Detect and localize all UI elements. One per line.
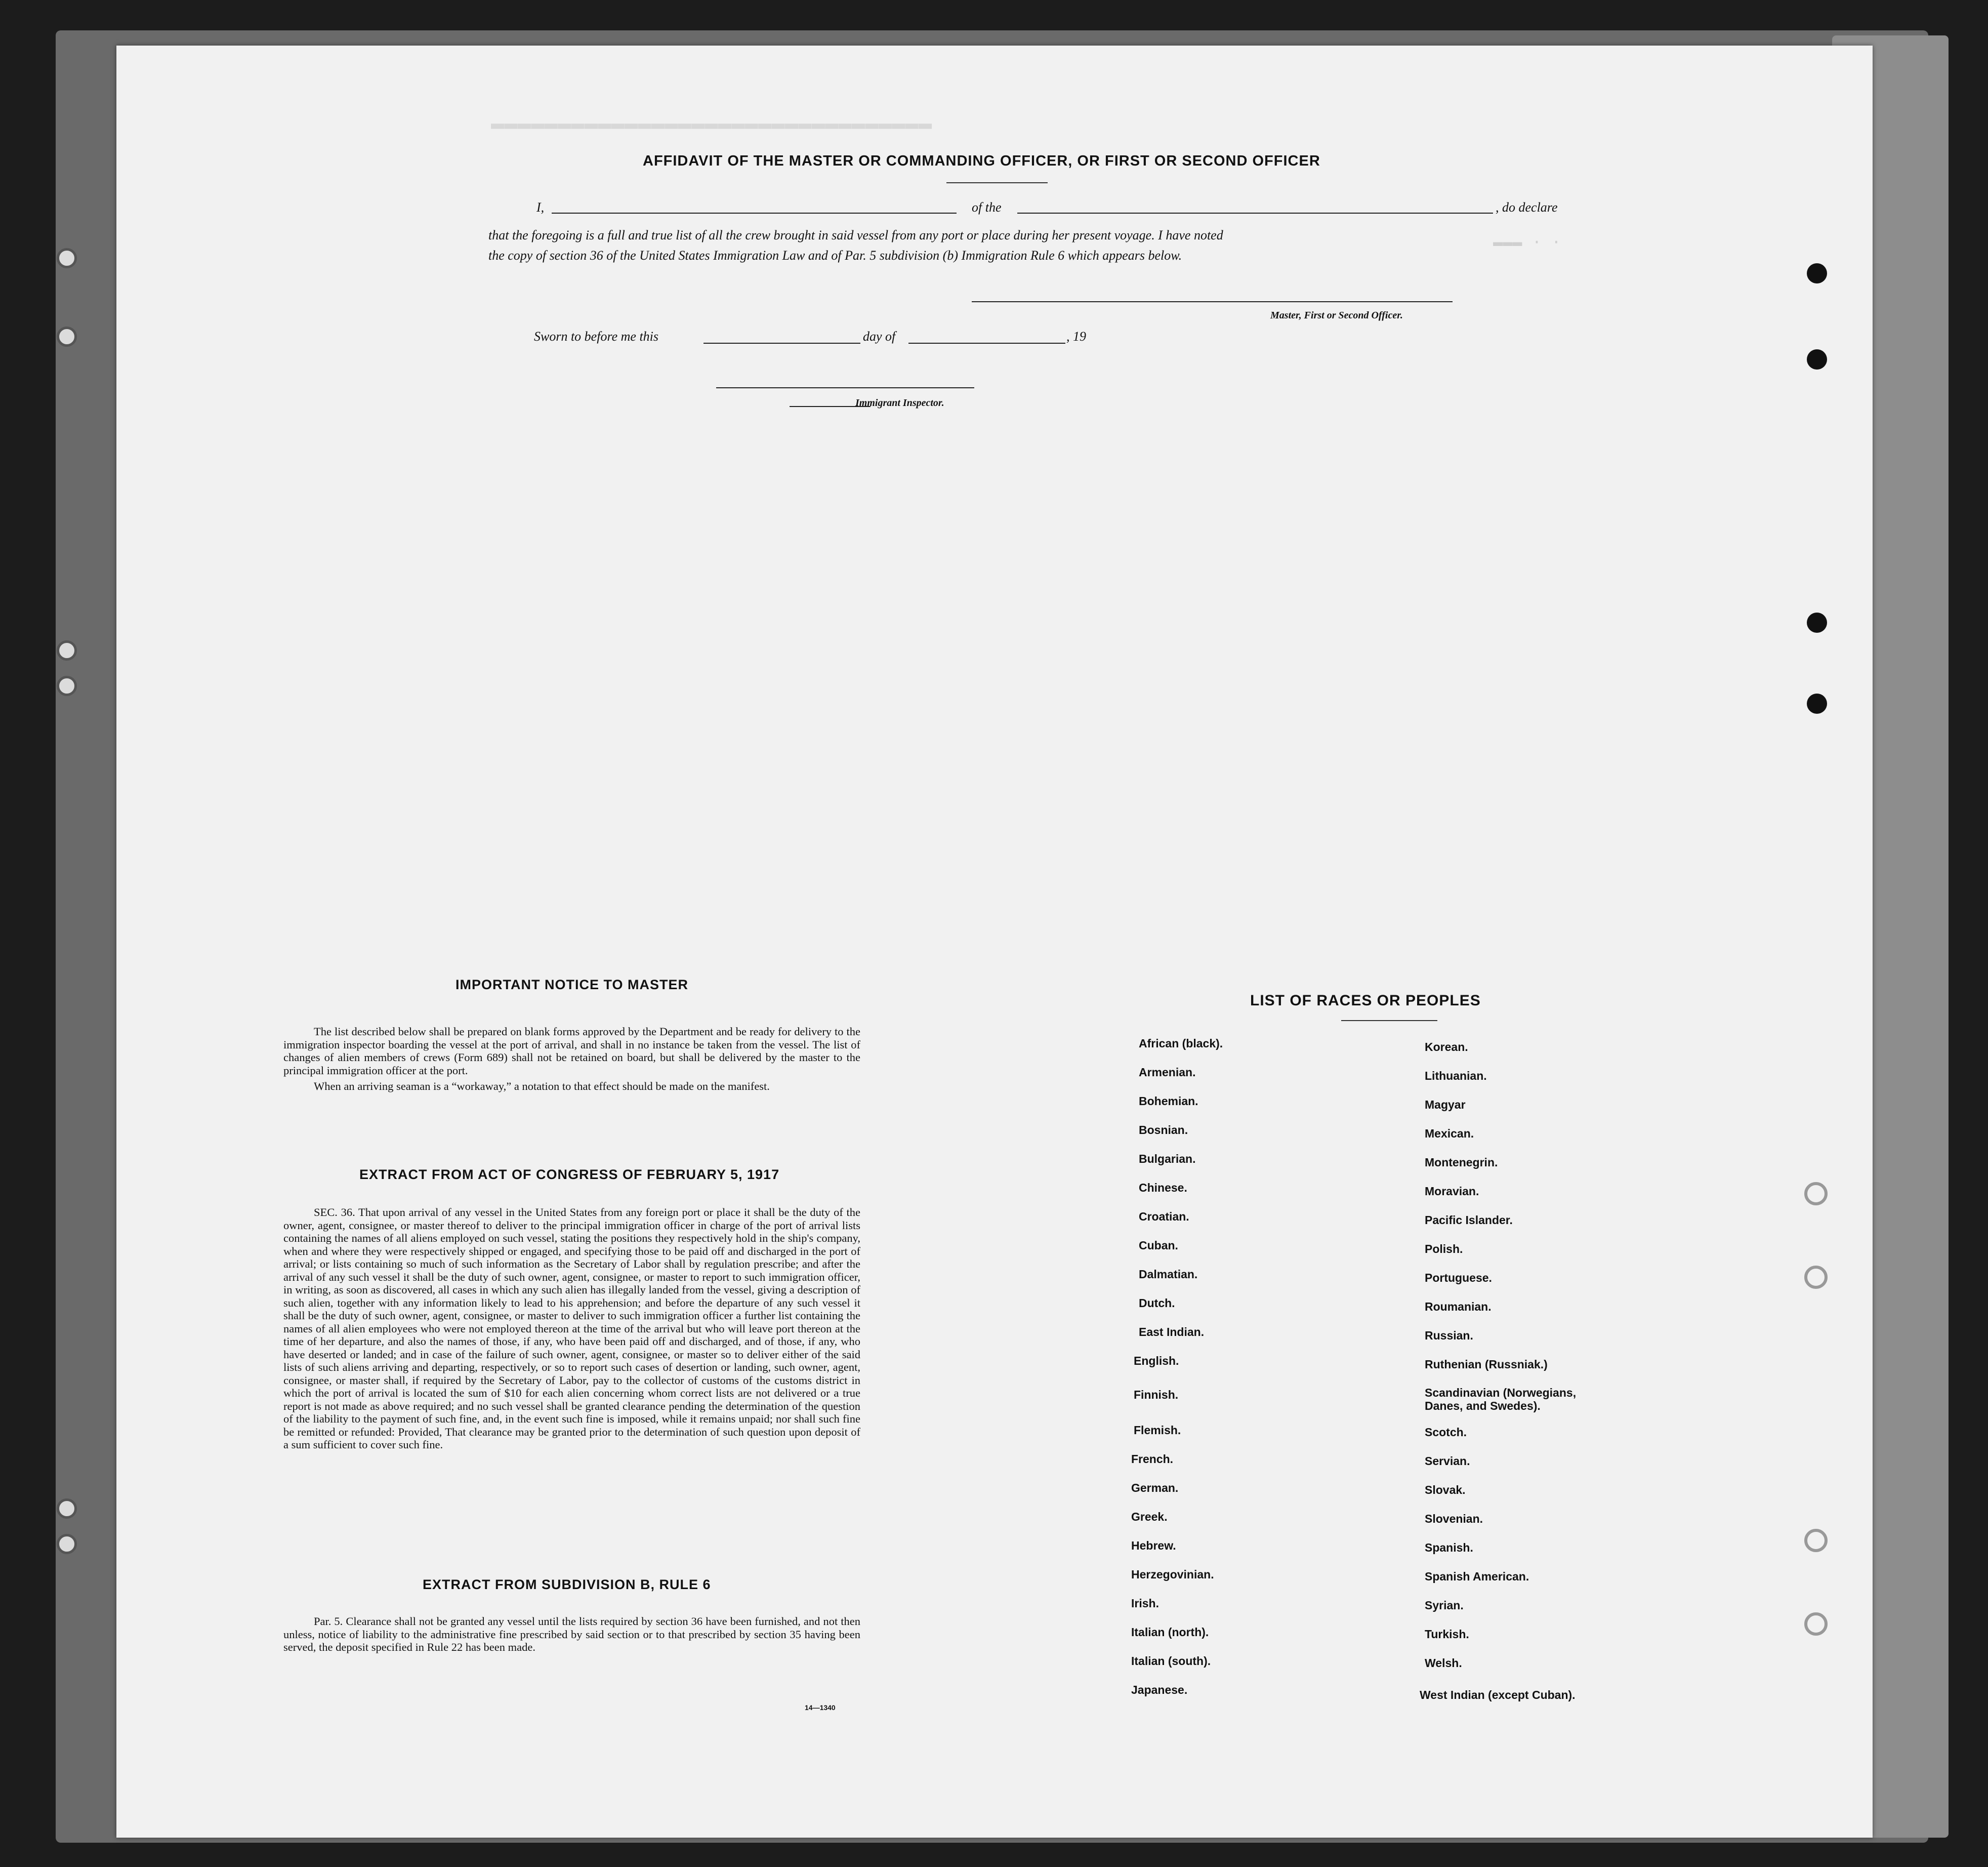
race-item: Magyar bbox=[1425, 1098, 1466, 1111]
races-title: LIST OF RACES OR PEOPLES bbox=[1250, 992, 1481, 1009]
binder-ring bbox=[57, 1534, 77, 1554]
punch-ring bbox=[1804, 1612, 1828, 1636]
race-item: Welsh. bbox=[1425, 1656, 1462, 1670]
race-item: Finnish. bbox=[1134, 1388, 1179, 1401]
race-item: German. bbox=[1131, 1481, 1179, 1494]
race-item: Moravian. bbox=[1425, 1185, 1479, 1198]
sworn-month-blank[interactable] bbox=[908, 343, 1065, 344]
race-item: French. bbox=[1131, 1452, 1174, 1466]
notice-title: IMPORTANT NOTICE TO MASTER bbox=[455, 977, 688, 992]
binder-ring bbox=[57, 1498, 77, 1519]
affidavit-line-3: the copy of section 36 of the United States Immigration Law and of Par. 5 subdivision (b) Immigration Rule 6 which appears below. bbox=[488, 248, 1182, 263]
notice-paragraph-2: When an arriving seaman is a “workaway,” a notation to that effect should be made on the manifest. bbox=[314, 1080, 770, 1092]
name-blank[interactable] bbox=[552, 213, 957, 214]
sworn-label: Sworn to before me this bbox=[534, 329, 659, 344]
race-item: Flemish. bbox=[1134, 1424, 1181, 1437]
race-item: Korean. bbox=[1425, 1040, 1468, 1053]
race-item: Slovenian. bbox=[1425, 1512, 1483, 1525]
race-item: Bulgarian. bbox=[1139, 1152, 1196, 1165]
race-item: Greek. bbox=[1131, 1510, 1168, 1523]
notice-paragraph-1: The list described below shall be prepared on blank forms approved by the Department and be ready for delivery to the immigration inspector boarding the vessel at the port of arrival, and shall in no instance be taken from the vessel. The list of changes of alien members of crews (Form 689) shall not be retained on board, but shall be delivered by the master to the principal immigration officer at the port. bbox=[283, 1025, 860, 1077]
punch-ring bbox=[1804, 1266, 1828, 1289]
race-item: Roumanian. bbox=[1425, 1300, 1492, 1313]
extract-act-title: EXTRACT FROM ACT OF CONGRESS OF FEBRUARY 5, 1917 bbox=[359, 1167, 780, 1182]
title-rule bbox=[946, 182, 1048, 183]
race-item: Croatian. bbox=[1139, 1210, 1189, 1223]
extract-rule-body bbox=[283, 1615, 860, 1657]
race-item: East Indian. bbox=[1139, 1325, 1205, 1338]
master-signature-label: Master, First or Second Officer. bbox=[1270, 310, 1403, 321]
bleed-through-heading: ▬▬▬▬▬▬▬▬▬▬▬▬▬▬▬▬▬▬▬▬▬▬▬▬▬▬▬▬▬▬▬▬▬ bbox=[491, 111, 932, 137]
affidavit-title: AFFIDAVIT OF THE MASTER OR COMMANDING OFFICER, OR FIRST OR SECOND OFFICER bbox=[643, 153, 1320, 169]
punch-hole bbox=[1807, 349, 1827, 370]
race-item: Montenegrin. bbox=[1425, 1156, 1498, 1169]
vessel-blank[interactable] bbox=[1017, 213, 1493, 214]
notice-body bbox=[283, 1025, 860, 1096]
year-label: , 19 bbox=[1066, 329, 1086, 344]
binder-ring bbox=[57, 640, 77, 661]
race-item: Servian. bbox=[1425, 1454, 1470, 1468]
form-code: 14—1340 bbox=[805, 1703, 836, 1712]
race-item: Scandinavian (Norwegians, Danes, and Swedes). bbox=[1425, 1386, 1577, 1412]
master-signature-line[interactable] bbox=[972, 301, 1453, 302]
race-item: Scotch. bbox=[1425, 1426, 1467, 1439]
race-item: Spanish American. bbox=[1425, 1570, 1529, 1583]
binder-ring bbox=[57, 248, 77, 268]
do-declare-label: , do declare bbox=[1496, 200, 1558, 215]
punch-hole bbox=[1807, 613, 1827, 633]
bleed-through-mark: ▬▬▬ · · bbox=[1493, 233, 1561, 252]
race-item: English. bbox=[1134, 1354, 1179, 1367]
race-item: Italian (north). bbox=[1131, 1626, 1209, 1639]
race-item: Bohemian. bbox=[1139, 1094, 1198, 1108]
race-item: Ruthenian (Russniak.) bbox=[1425, 1358, 1548, 1371]
punch-hole bbox=[1807, 263, 1827, 283]
race-item: Polish. bbox=[1425, 1242, 1463, 1255]
races-title-rule bbox=[1341, 1020, 1437, 1021]
race-item: Dutch. bbox=[1139, 1296, 1175, 1310]
race-item: Mexican. bbox=[1425, 1127, 1474, 1140]
race-item: West Indian (except Cuban). bbox=[1420, 1688, 1576, 1701]
inspector-label: Immigrant Inspector. bbox=[855, 397, 944, 409]
document-page bbox=[116, 46, 1873, 1838]
binder-ring bbox=[57, 327, 77, 347]
race-item: Pacific Islander. bbox=[1425, 1213, 1513, 1227]
extract-rule-title: EXTRACT FROM SUBDIVISION B, RULE 6 bbox=[423, 1577, 711, 1592]
punch-ring bbox=[1804, 1529, 1828, 1552]
sworn-day-blank[interactable] bbox=[703, 343, 860, 344]
race-item: Portuguese. bbox=[1425, 1271, 1492, 1284]
affidavit-line-2: that the foregoing is a full and true list of all the crew brought in said vessel from any port or place during her present voyage. I have noted bbox=[488, 228, 1223, 242]
race-item: Spanish. bbox=[1425, 1541, 1473, 1554]
race-item: Syrian. bbox=[1425, 1599, 1464, 1612]
section-36-text: SEC. 36. That upon arrival of any vessel in the United States from any foreign port or place it shall be the duty of the owner, agent, consignee, or master thereof to deliver to the principal immigration officer in charge of the port of arrival lists containing the names of all aliens employed on such vessel, stating the positions they respectively hold in the ship's company, when and where they were respectively shipped or engaged, and specifying those to be paid off and discharged in the port of arrival; or lists containing so much of such information as the Secretary of Labor shall by regulation prescribe; and after the arrival of any such vessel it shall be the duty of such owner, agent, consignee, or master to report to such immigration officer, in writing, as soon as discovered, all cases in which any such alien has illegally landed from the vessel, giving a description of such alien, together with any information likely to lead to his apprehension; and before the departure of any such vessel it shall be the duty of such owner, agent, consignee, or master to deliver to such immigration officer a further list containing the names of all alien employees who were not employed thereon at the time of the arrival but who will leave port thereon at the time of her departure, and also the names of those, if any, who have been paid off and discharged, and of those, if any, who have deserted or landed; and in case of the failure of such owner, agent, consignee, or master so to deliver either of the said lists of such aliens arriving and departing, respectively, or so to report such cases of desertion or landing, such owner, agent, consignee, or master shall, if required by the Secretary of Labor, pay to the collector of customs of the customs district in which the port of arrival is located the sum of $10 for each alien concerning whom correct lists are not delivered or a true report is not made as above required; and no such vessel shall be granted clearance pending the determination of the question of the liability to the payment of such fine, and, in the event such fine is imposed, while it remains unpaid; nor shall such fine be remitted or refunded: Provided, That clearance may be granted prior to the determination of such question upon deposit of a sum sufficient to cover such fine. bbox=[283, 1206, 860, 1451]
extract-act-body bbox=[283, 1206, 860, 1454]
punch-hole bbox=[1807, 694, 1827, 714]
of-the-label: of the bbox=[972, 200, 1002, 215]
race-item: African (black). bbox=[1139, 1037, 1223, 1050]
par-5-text: Par. 5. Clearance shall not be granted any vessel until the lists required by section 36 have been furnished, and not then unless, notice of liability to the administrative fine prescribed by said section or to that prescribed by section 35 having been served, the deposit specified in Rule 22 has been made. bbox=[283, 1615, 860, 1653]
race-item: Chinese. bbox=[1139, 1181, 1187, 1194]
race-item: Russian. bbox=[1425, 1329, 1473, 1342]
inspector-signature-line[interactable] bbox=[716, 387, 974, 388]
punch-ring bbox=[1804, 1182, 1828, 1205]
race-item: Slovak. bbox=[1425, 1483, 1466, 1496]
race-item: Bosnian. bbox=[1139, 1123, 1188, 1137]
race-item: Dalmatian. bbox=[1139, 1268, 1198, 1281]
race-item: Turkish. bbox=[1425, 1628, 1469, 1641]
race-item: Irish. bbox=[1131, 1597, 1159, 1610]
day-of-label: day of bbox=[863, 329, 896, 344]
race-item: Cuban. bbox=[1139, 1239, 1178, 1252]
binder-ring bbox=[57, 676, 77, 696]
race-item: Lithuanian. bbox=[1425, 1069, 1487, 1082]
race-item: Japanese. bbox=[1131, 1683, 1188, 1696]
race-item: Armenian. bbox=[1139, 1066, 1196, 1079]
affidavit-i-label: I, bbox=[536, 200, 545, 215]
race-item: Hebrew. bbox=[1131, 1539, 1176, 1552]
race-item: Italian (south). bbox=[1131, 1654, 1211, 1668]
race-item: Herzegovinian. bbox=[1131, 1568, 1214, 1581]
